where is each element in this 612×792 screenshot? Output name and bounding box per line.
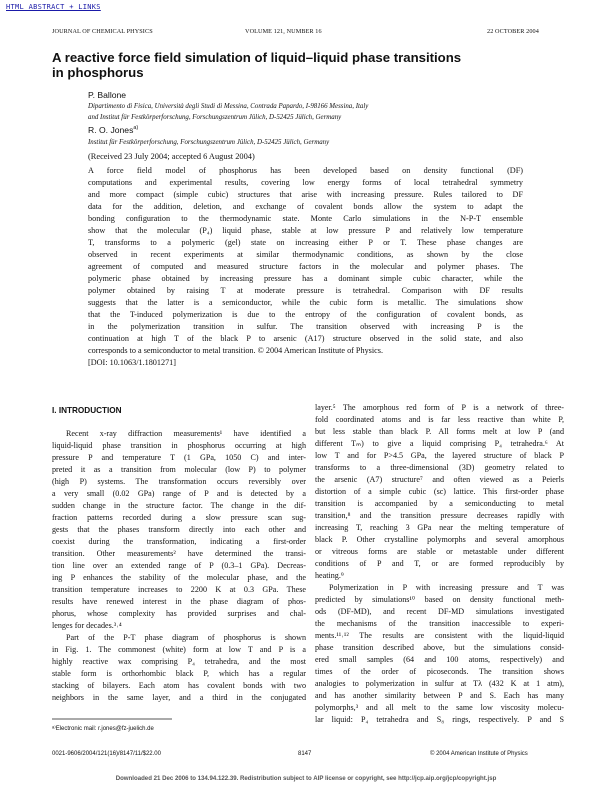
body-text-line: increasing T, reaching 3 GPa near the melting temperature of [315, 523, 564, 532]
body-text-line: predicted by simulations¹⁰ based on density functional meth- [315, 595, 564, 604]
abstract-line: [DOI: 10.1063/1.1801271] [88, 358, 177, 367]
abstract-line: that the T-induced polymerization is due to the entropy of the configuration of covalent bonds, as [88, 310, 523, 319]
abstract-line: bonding configuration to the thermodynamic state. Monte Carlo simulations in the N-P-T ensemble [88, 214, 523, 223]
body-text-line: conditions of P and T, or are formed reproducibly by [315, 559, 564, 568]
paper-title [52, 50, 552, 80]
author-name-text: R. O. Jones [88, 125, 134, 135]
body-text-line: black P. Other crystalline polymorphs and several amorphous [315, 535, 564, 544]
body-column-right [315, 402, 564, 726]
body-text-line: Recent x-ray diffraction measurements¹ have identified a [66, 429, 306, 438]
abstract-line: data for the addition, deletion, and exchange of covalent bonds allow the system to adapt the [88, 202, 523, 211]
section-heading: I. INTRODUCTION [52, 406, 122, 415]
body-text-line: lenges for decades.³˒⁴ [52, 621, 122, 630]
download-notice: Downloaded 21 Dec 2006 to 134.94.122.39. Redistribution subject to AIP license or copyright, see http://jcp.aip.org/jcp/copyright.jsp [115, 775, 497, 782]
body-text-line: different Tₘ) to give a liquid comprising P₄ tetrahedra.⁶ At [315, 439, 564, 448]
body-text-line: but less stable than black P. All forms melt at low P (and [315, 427, 564, 436]
body-text-line: stacking of bilayers. Each atom has covalent bonds with two [52, 681, 306, 690]
body-text-line: fraction patterns recorded during a slow pressure scan sug- [52, 513, 306, 522]
body-text-line: layer.⁵ The amorphous red form of P is a network of three- [315, 403, 564, 412]
body-text-line: results have renewed interest in the phase diagram of phos- [52, 597, 306, 606]
affiliation-line: and Institut für Festkörperforschung, Forschungszentrum Jülich, D-52425 Jülich, Germany [88, 114, 342, 121]
body-text-line: tion line over an extended range of P (0.3–1 GPa). Decreas- [52, 561, 306, 570]
abstract-line: corresponds to a semiconductor to metal transition. © 2004 American Institute of Physics. [88, 346, 384, 355]
abstract-line: A force field model of phosphorus has been developed based on density functional (DF) [88, 166, 523, 175]
body-text-line: ods (DF-MD), and recent DF-MD simulations investigated [315, 607, 564, 616]
body-text-line: Polymerization in P with increasing pressure and T was [329, 583, 564, 592]
footer-page-number: 8147 [298, 751, 312, 757]
author-name-text: P. Ballone [88, 90, 127, 100]
body-text-line: liquid-liquid phase transition in phosphorus occurring at high [52, 441, 306, 450]
body-text-line: times of the order of picoseconds. The transition shows [315, 667, 564, 676]
body-text-line: distortion of a simple cubic (sc) lattice. This first-order phase [315, 487, 564, 496]
body-column-left [52, 428, 306, 704]
abstract-line: T, transforms to a polymeric (gel) state on increasing either P or T. These phase changes are [88, 238, 523, 247]
body-text-line: or vitreous forms are stable or metastable under different [315, 547, 564, 556]
footer-code: 0021-9606/2004/121(16)/8147/11/$22.00 [52, 751, 161, 757]
body-text-line: pressure P and temperature T (1 GPa, 1050 C) and inter- [52, 453, 306, 462]
body-text-line: the arsenic (A7) structure⁷ and often viewed as a Peierls [315, 475, 564, 484]
author-footnote-marker: a) [133, 125, 139, 132]
body-text-line: and has another similarity between P and S. Each has many [315, 691, 564, 700]
running-head-date: 22 OCTOBER 2004 [487, 28, 539, 35]
author-affiliation [88, 101, 368, 123]
body-text-line: transition,⁸ and the transition pressure decreases rapidly with [315, 511, 564, 520]
affiliation-line: Dipartimento di Fisica, Università degli Studi di Messina, Contrada Papardo, I-98166 Messina, Italy [88, 103, 369, 110]
body-text-line: transforms to a three-dimensional (3D) geometry related to [315, 463, 564, 472]
author-name [88, 90, 126, 100]
body-text-line: sudden change in the structure factor. The change in the dif- [52, 501, 306, 510]
abstract-line: suggests that the latter is a semiconductor, while the cubic form is metallic. The simulations show [88, 298, 523, 307]
body-text-line: preted it as a transition from molecular (low P) to polymer [52, 465, 306, 474]
author-name [88, 125, 138, 135]
received-dates: (Received 23 July 2004; accepted 6 August 2004) [88, 152, 255, 161]
body-text-line: the mechanisms of the transition inaccessible to experi- [315, 619, 564, 628]
abstract [88, 165, 523, 369]
body-text-line: Part of the P-T phase diagram of phosphorus is shown [66, 633, 306, 642]
abstract-line: observed in recent experiments at similar thermodynamic conditions, as shown by the close [88, 250, 523, 259]
body-text-line: in Fig. 1. The commonest (white) form at low T and P is a [52, 645, 306, 654]
body-text-line: lar liquid: P₄ tetrahedra and S₈ rings, respectively. P and S [315, 715, 564, 724]
abstract-line: show that the molecular (P₄) liquid phase, stable at low pressure P and relatively low temperature [88, 226, 523, 235]
title-line: A reactive force field simulation of liquid–liquid phase transitions [52, 50, 462, 65]
abstract-line: and more compact (simple cubic) structures that arise with increasing pressure. Rules tailored to DF [88, 190, 523, 199]
body-text-line: highly reactive wax comprising P₄ tetrahedra, and the most [52, 657, 306, 666]
abstract-line: computations and experimental results, covering low energy forms of local tetrahedral symmetry [88, 178, 523, 187]
running-head-journal: JOURNAL OF CHEMICAL PHYSICS [52, 28, 153, 35]
body-text-line: a very small (0.02 GPa) range of P and is detected by a [52, 489, 306, 498]
body-text-line: ered small samples (64 and 100 atoms, respectively) and [315, 655, 564, 664]
abstract-line: continuation at high T of the black P to arsenic (A17) structure observed in the solid state, and also [88, 334, 523, 343]
abstract-line: polymer obtained by raising T at moderate pressure is tetrahedral. Comparison with DF results [88, 286, 523, 295]
author-affiliation [88, 137, 329, 148]
body-text-line: ments.¹¹˒¹² The results are consistent with the liquid-liquid [315, 631, 564, 640]
abstract-line: in the polymerization transition in sulfur. The transition observed with increasing P is the [88, 322, 523, 331]
body-text-line: phase transition described above, but the simulations consid- [315, 643, 564, 652]
body-text-line: low T and for P>4.5 GPa, the layered structure of black P [315, 451, 564, 460]
body-text-line: ing P enhances the stability of the molecular phase, and the [52, 573, 306, 582]
footnote-divider [52, 718, 172, 720]
footer-copyright: © 2004 American Institute of Physics [430, 751, 528, 757]
body-text-line: analogies to polymerization in sulfur at Tλ (432 K at 1 atm), [315, 679, 564, 688]
body-text-line: transition temperature increases to 2200 K at 0.3 GPa. These [52, 585, 306, 594]
body-text-line: heating.⁹ [315, 571, 344, 580]
footnote-email: ᵃ⁾Electronic mail: r.jones@fz-juelich.de [52, 726, 154, 732]
body-text-line: transition. Other measurements² have determined the transi- [52, 549, 306, 558]
body-text-line: coexist during the transformation, indicating a first-order [52, 537, 306, 546]
html-abstract-links[interactable]: HTML ABSTRACT + LINKS [6, 3, 101, 11]
body-text-line: transition is accompanied by a semiconducting to metal [315, 499, 564, 508]
abstract-line: agreement of computed and measured structure factors in the molecular and polymer phases. The [88, 262, 523, 271]
running-head-volume: VOLUME 121, NUMBER 16 [245, 28, 322, 35]
body-text-line: phorus, whose complexity has provided surprises and chal- [52, 609, 306, 618]
body-text-line: polymorphs,³ and all melt to the same low viscosity molecu- [315, 703, 564, 712]
affiliation-line: Institut für Festkörperforschung, Forschungszentrum Jülich, D-52425 Jülich, Germany [88, 139, 330, 146]
abstract-line: polymeric phase obtained by increasing pressure has a dominant simple cubic character, while the [88, 274, 523, 283]
body-text-line: neighbors in the same layer, and a third in the conjugated [52, 693, 306, 702]
title-line: in phosphorus [52, 65, 144, 80]
body-text-line: gests that the phases transform directly into each other and [52, 525, 306, 534]
body-text-line: (high P) systems. The transformation occurs reversibly over [52, 477, 306, 486]
body-text-line: stable form is orthorhombic black P, which has a regular [52, 669, 306, 678]
body-text-line: fold coordinated atoms and is far less reactive than white P, [315, 415, 564, 424]
